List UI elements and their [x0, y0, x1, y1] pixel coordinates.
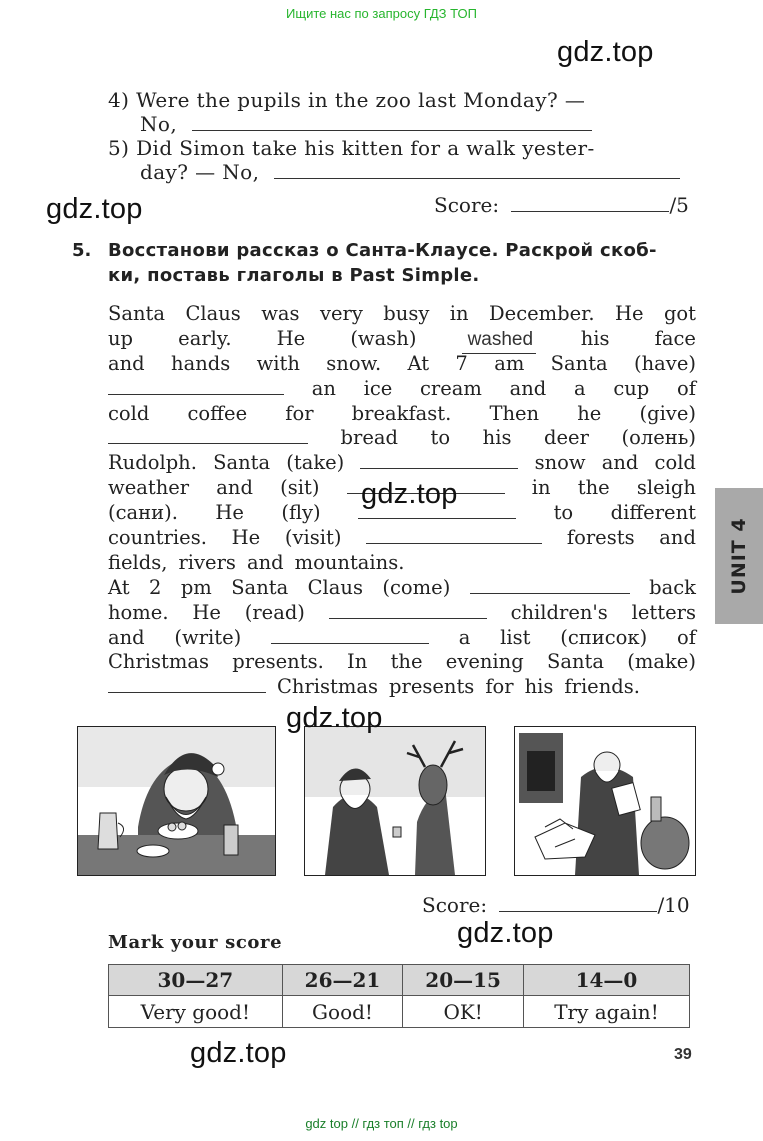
story-word: Santa — [213, 451, 271, 475]
score-label: Score: — [422, 893, 488, 917]
answer-blank[interactable] — [108, 377, 284, 395]
score-verdict: OK! — [403, 996, 524, 1028]
score-range: 26—21 — [282, 965, 403, 996]
answer-blank[interactable] — [108, 426, 308, 444]
story-word: Claus — [185, 302, 241, 325]
story-word: and — [659, 526, 696, 550]
story-word: sleigh — [636, 476, 696, 500]
story-word: a — [573, 376, 586, 400]
answer-blank[interactable] — [271, 626, 429, 644]
story-word: forests — [566, 526, 635, 550]
story-word: in — [449, 302, 469, 325]
story-word: presents. — [232, 650, 324, 674]
story-word: for — [285, 401, 314, 425]
score-verdict: Very good! — [109, 996, 283, 1028]
story-line — [108, 650, 696, 675]
story-word: and — [601, 451, 639, 475]
question-4 — [108, 88, 585, 112]
story-word: cup — [613, 376, 650, 400]
story-line — [108, 426, 696, 451]
watermark: gdz.top — [457, 917, 554, 949]
santa-deer-drawing — [305, 727, 485, 875]
story-word: Then — [489, 401, 540, 425]
story-word: and — [509, 376, 547, 400]
story-word: (read) — [244, 600, 305, 624]
story-word: bread — [340, 426, 398, 450]
instruction-line: Восстанови рассказ о Санта-Клаусе. Раскрой скоб- — [108, 240, 657, 261]
story-word: countries. — [108, 526, 207, 550]
story-word: in — [531, 476, 551, 500]
story-word: busy — [383, 302, 430, 325]
story-word: He — [231, 526, 261, 550]
story-word: ice — [363, 376, 393, 400]
header-search-hint[interactable]: Ищите нас по запросу ГДЗ ТОП — [286, 6, 477, 21]
story-line — [108, 526, 696, 551]
watermark: gdz.top — [190, 1037, 287, 1069]
watermark: gdz.top — [286, 702, 383, 734]
task-number: 5. — [72, 240, 92, 261]
story-word: (fly) — [281, 501, 321, 525]
illustration-santa-breakfast — [77, 726, 276, 876]
story-word: his — [524, 675, 554, 699]
story-word: he — [577, 401, 602, 425]
story-word: (олень) — [621, 426, 696, 450]
score-blank[interactable] — [511, 193, 669, 212]
score-block-1 — [434, 193, 689, 217]
story-line — [108, 601, 696, 626]
story-word: breakfast. — [351, 401, 452, 425]
illustration-santa-reading-letters — [514, 726, 696, 876]
score-verdict-row — [109, 996, 690, 1028]
story-word: and — [246, 550, 284, 574]
answer-blank[interactable] — [108, 675, 266, 693]
santa-breakfast-drawing — [78, 727, 275, 875]
story-word: coffee — [187, 401, 248, 425]
story-word: list — [500, 625, 531, 649]
santa-letters-drawing — [515, 727, 695, 875]
story-word: In — [347, 650, 368, 674]
story-word: (visit) — [284, 526, 342, 550]
story-word: to — [553, 501, 574, 525]
story-word: for — [485, 675, 514, 699]
story-word: At — [407, 351, 430, 375]
story-line — [108, 377, 696, 402]
story-word: (список) — [560, 625, 648, 649]
story-word: cold — [108, 401, 150, 425]
story-word: cream — [420, 376, 482, 400]
illustration-santa-feeding-deer — [304, 726, 486, 876]
story-word: At — [108, 575, 130, 599]
example-answer: washed — [462, 328, 536, 354]
story-word: Santa — [231, 575, 289, 599]
instruction-line: ки, поставь глаголы в Past Simple. — [108, 265, 480, 286]
story-word: (sit) — [280, 476, 320, 500]
question-4-answer — [140, 112, 592, 136]
story-word: Christmas — [277, 675, 379, 699]
question-5-text: 5) Did Simon take his kitten for a walk yester- — [108, 136, 595, 160]
story-word: (take) — [286, 451, 345, 475]
story-word: weather — [108, 476, 190, 500]
story-word: snow. — [326, 351, 382, 375]
score-verdict: Good! — [282, 996, 403, 1028]
story-word: of — [676, 625, 696, 649]
story-word: early. — [178, 326, 232, 350]
story-word: Santa — [546, 650, 604, 674]
story-word: mountains. — [294, 550, 405, 574]
story-word: (write) — [174, 625, 242, 649]
story-word: the — [390, 650, 423, 674]
answer-blank[interactable] — [470, 576, 630, 594]
score-table — [108, 964, 690, 1028]
story-word: Santa — [550, 351, 608, 375]
score-range: 20—15 — [403, 965, 524, 996]
score-blank[interactable] — [499, 893, 657, 912]
story-word: (wash) — [350, 326, 417, 350]
answer-prefix: No, — [140, 112, 178, 136]
story-word: Rudolph. — [108, 451, 197, 475]
footer-links[interactable]: gdz top // гдз топ // гдз top — [305, 1116, 458, 1131]
story-word: face — [654, 326, 696, 350]
story-word: his — [580, 326, 610, 350]
story-word: his — [482, 426, 512, 450]
story-word: different — [610, 501, 696, 525]
story-word: presents — [389, 675, 475, 699]
story-word: (сани). — [108, 501, 178, 525]
unit-tab — [715, 488, 763, 624]
story-line — [108, 576, 696, 601]
story-word: up — [108, 326, 134, 350]
story-word: am — [494, 351, 525, 375]
page-number: 39 — [674, 1046, 692, 1063]
question-5 — [108, 136, 595, 160]
watermark: gdz.top — [46, 193, 143, 225]
answer-blank[interactable] — [366, 526, 542, 544]
story-word: He — [215, 501, 244, 525]
mark-title: Mark your score — [108, 932, 283, 953]
score-total: /10 — [657, 893, 690, 917]
story-word: (come) — [382, 575, 451, 599]
story-word: 7 — [455, 351, 468, 375]
story-word: friends. — [564, 675, 640, 699]
story-line — [108, 327, 696, 352]
story-word: got — [663, 302, 696, 325]
story-word: children's — [510, 600, 608, 624]
answer-blank[interactable] — [360, 451, 518, 469]
story-word: snow — [534, 451, 586, 475]
story-word: and — [108, 625, 145, 649]
watermark: gdz.top — [557, 36, 654, 68]
story-word: a — [458, 625, 471, 649]
story-word: and — [216, 476, 253, 500]
score-label: Score: — [434, 193, 500, 217]
story-line — [108, 675, 696, 700]
score-block-2 — [422, 893, 690, 917]
story-word: was — [261, 302, 300, 325]
story-word: very — [319, 302, 363, 325]
score-verdict: Try again! — [523, 996, 689, 1028]
score-range: 14—0 — [523, 965, 689, 996]
story-line — [108, 626, 696, 651]
unit-label: UNIT 4 — [728, 517, 750, 595]
story-word: to — [430, 426, 451, 450]
answer-blank[interactable] — [329, 601, 487, 619]
story-word: pm — [180, 575, 212, 599]
story-word: back — [649, 575, 696, 599]
story-word: the — [577, 476, 610, 500]
story-word: hands — [171, 351, 231, 375]
answer-blank[interactable] — [192, 112, 592, 131]
story-word: He — [192, 600, 221, 624]
story-word: Christmas — [108, 650, 210, 674]
story-word: He — [276, 326, 306, 350]
story-word: (give) — [639, 401, 696, 425]
score-range-row — [109, 965, 690, 996]
question-4-text: 4) Were the pupils in the zoo last Monday? — — [108, 88, 586, 112]
story-word: He — [614, 302, 644, 325]
story-word: home. — [108, 600, 169, 624]
story-word: with — [256, 351, 300, 375]
story-word: (make) — [627, 650, 696, 674]
answer-prefix: day? — No, — [140, 160, 260, 184]
story-word: letters — [631, 600, 696, 624]
question-5-answer — [140, 160, 680, 184]
story-word: evening — [445, 650, 524, 674]
story-word: December. — [489, 302, 595, 325]
story-word: cold — [654, 451, 696, 475]
story-word: and — [108, 351, 145, 375]
story-word: Claus — [307, 575, 363, 599]
story-line — [108, 451, 696, 476]
story-line — [108, 352, 696, 377]
story-line — [108, 302, 696, 327]
score-total: /5 — [669, 193, 689, 217]
story-word: 2 — [148, 575, 162, 599]
story-word: of — [677, 376, 696, 400]
task-instruction — [108, 238, 698, 288]
story-word: rivers — [178, 550, 236, 574]
story-word: deer — [544, 426, 589, 450]
story-word: an — [311, 376, 336, 400]
story-word: Santa — [108, 302, 166, 325]
story-word: (have) — [634, 351, 696, 375]
answer-blank[interactable] — [274, 160, 680, 179]
story-word: fields, — [108, 550, 168, 574]
story-line — [108, 551, 696, 576]
watermark: gdz.top — [361, 478, 458, 510]
story-line — [108, 402, 696, 427]
score-range: 30—27 — [109, 965, 283, 996]
